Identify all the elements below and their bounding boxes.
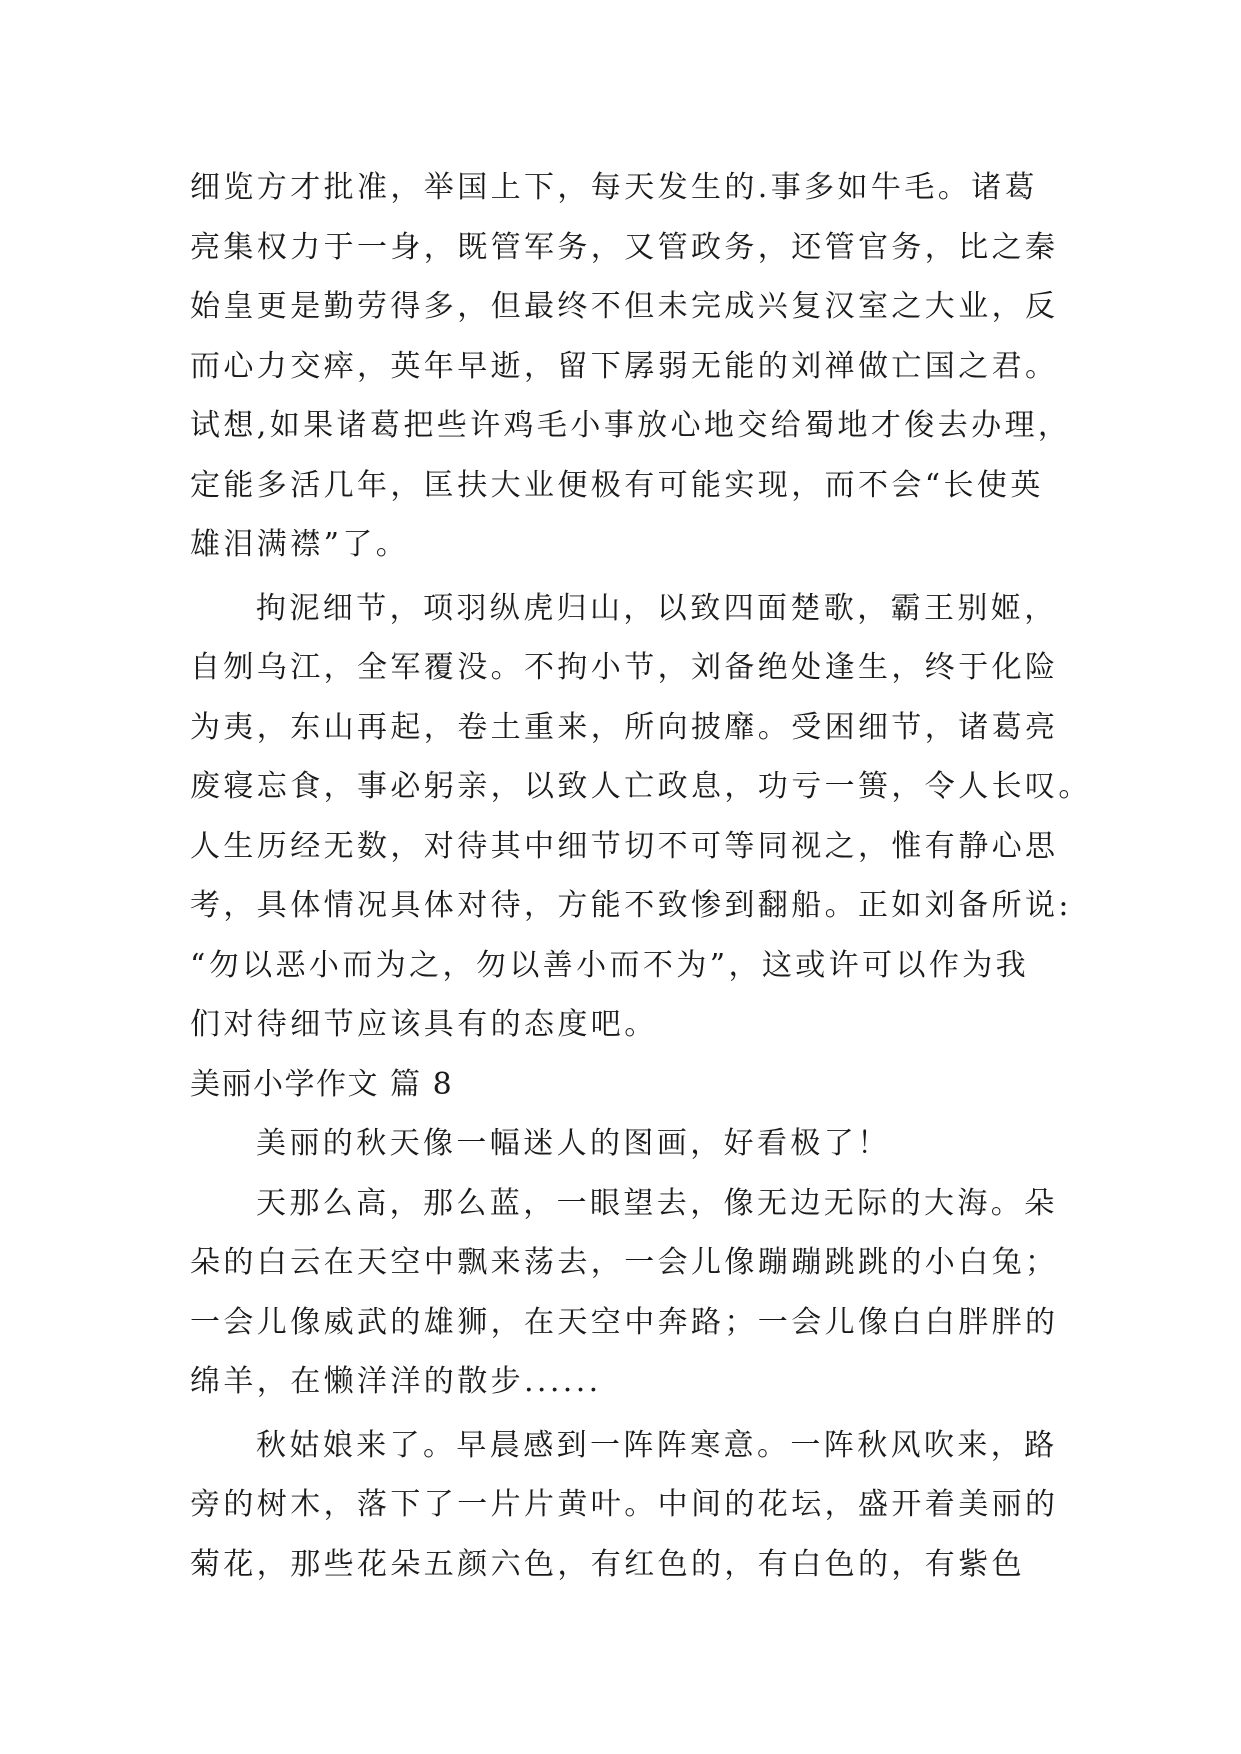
- text-line: 菊花，那些花朵五颜六色，有红色的，有白色的，有紫色: [190, 1546, 1025, 1582]
- text-line: 拘泥细节，项羽纵虎归山，以致四面楚歌，霸王别姬，: [256, 590, 1058, 626]
- text-line: 定能多活几年，匡扶大业便极有可能实现，而不会“长使英: [190, 467, 1044, 503]
- text-line: 试想,如果诸葛把些许鸡毛小事放心地交给蜀地才俊去办理，: [190, 408, 1072, 443]
- text-line: 而心力交瘁，英年早逝，留下孱弱无能的刘禅做亡国之君。: [190, 348, 1059, 384]
- text-line: 雄泪满襟”了。: [190, 527, 410, 562]
- text-line: 秋姑娘来了。早晨感到一阵阵寒意。一阵秋风吹来，路: [256, 1427, 1058, 1463]
- text-line: 考，具体情况具体对待，方能不致惨到翻船。正如刘备所说:: [190, 888, 1072, 923]
- paragraph-intro: [190, 1114, 1070, 1174]
- text-line: “勿以恶小而为之，勿以善小而不为”，这或许可以作为我: [190, 947, 1030, 983]
- section-heading: 美丽小学作文 篇 8: [190, 1066, 454, 1102]
- paragraph-details: [190, 579, 1092, 1055]
- text-line: 细览方才批准，举国上下，每天发生的.事多如牛毛。诸葛: [190, 170, 1038, 205]
- text-line: 旁的树木，落下了一片片黄叶。中间的花坛，盛开着美丽的: [190, 1487, 1059, 1522]
- paragraph-sky: [190, 1174, 1070, 1412]
- text-line: 亮集权力于一身，既管军务，又管政务，还管官务，比之秦: [190, 229, 1059, 265]
- text-line: 美丽的秋天像一幅迷人的图画，好看极了！: [256, 1126, 891, 1161]
- text-line: 绵羊，在懒洋洋的散步......: [190, 1364, 602, 1399]
- paragraph-continuation: [190, 158, 1070, 575]
- text-line: 为夷，东山再起，卷土重来，所向披靡。受困细节，诸葛亮: [190, 709, 1059, 745]
- text-line: 自刎乌江，全军覆没。不拘小节，刘备绝处逢生，终于化险: [190, 650, 1059, 685]
- text-line: 朵的白云在天空中飘来荡去，一会儿像蹦蹦跳跳的小白兔；: [190, 1245, 1059, 1280]
- text-line: 始皇更是勤劳得多，但最终不但未完成兴复汉室之大业，反: [190, 289, 1059, 324]
- text-line: 们对待细节应该具有的态度吧。: [190, 1007, 658, 1042]
- text-line: 一会儿像威武的雄狮，在天空中奔路；一会儿像白白胖胖的: [190, 1304, 1059, 1340]
- paragraph-autumn: [190, 1416, 1070, 1595]
- text-line: 人生历经无数，对待其中细节切不可等同视之，惟有静心思: [190, 828, 1059, 864]
- text-line: 废寝忘食，事必躬亲，以致人亡政息，功亏一篑，令人长叹。: [190, 769, 1092, 804]
- document-body: [190, 158, 1092, 1594]
- text-line: 天那么高，那么蓝，一眼望去，像无边无际的大海。朵: [256, 1185, 1058, 1221]
